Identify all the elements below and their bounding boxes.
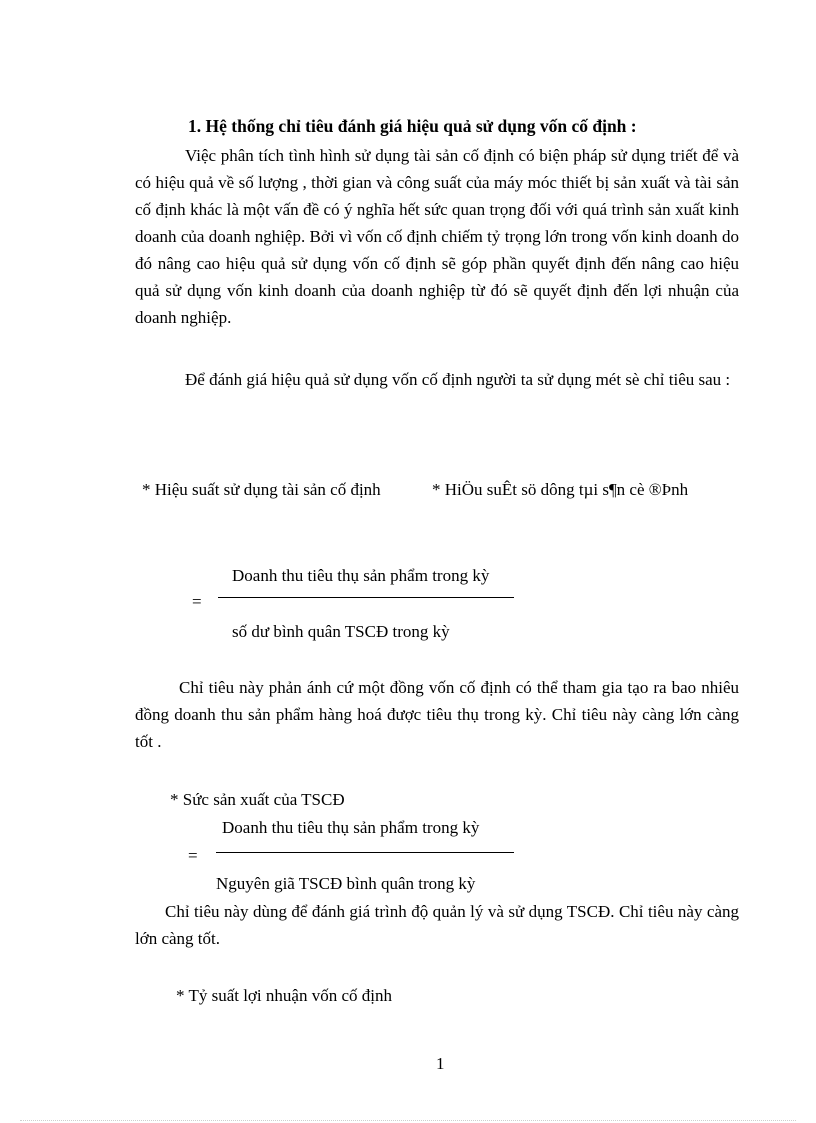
productivity-formula-equals: =	[188, 846, 198, 865]
efficiency-indicator-title: * Hiệu suất sử dụng tài sản cố định	[142, 480, 381, 499]
efficiency-formula-equals: =	[192, 592, 202, 611]
productivity-indicator-title: * Sức sản xuất của TSCĐ	[170, 790, 345, 809]
efficiency-note-text: Chỉ tiêu này phản ánh cứ một đồng vốn cố định có thể tham gia tạo ra bao nhiêu đồng doanh thu sản phẩm hàng hoá được tiêu thụ trong kỳ. Chỉ tiêu này càng lớn càng tốt .	[135, 678, 739, 751]
section-heading: 1. Hệ thống chỉ tiêu đánh giá hiệu quả sử dụng vốn cố định :	[188, 116, 637, 136]
intro-paragraph	[135, 142, 739, 331]
page-bottom-divider	[20, 1120, 796, 1121]
productivity-note-paragraph	[135, 898, 739, 952]
efficiency-formula-numerator: Doanh thu tiêu thụ sản phẩm trong kỳ	[232, 566, 490, 585]
page-number: 1	[436, 1054, 445, 1073]
efficiency-formula-denominator: số dư bình quân TSCĐ trong kỳ	[232, 622, 450, 641]
productivity-formula-fraction-bar	[216, 852, 514, 853]
productivity-note-text: Chỉ tiêu này dùng để đánh giá trình độ quản lý và sử dụng TSCĐ. Chỉ tiêu này càng lớn càng tốt.	[135, 902, 739, 948]
criteria-intro-paragraph	[135, 366, 739, 393]
efficiency-formula-fraction-bar	[218, 597, 514, 598]
efficiency-note-paragraph	[135, 674, 739, 755]
profit-rate-indicator-title: * Tỷ suất lợi nhuận vốn cố định	[176, 986, 392, 1005]
intro-paragraph-text: Việc phân tích tình hình sử dụng tài sản cố định có biện pháp sử dụng triết để và có hiệu quả về số lượng , thời gian và công suất của máy móc thiết bị sản xuất và tài sản cố định khác là một vấn đề có ý nghĩa hết sức quan trọng đối với quá trình sản xuất kinh doanh của doanh nghiệp. Bởi vì vốn cố định chiếm tỷ trọng lớn trong vốn kinh doanh do đó nâng cao hiệu quả sử dụng vốn cố định sẽ góp phần quyết định đến nâng cao hiệu quả sử dụng vốn kinh doanh của doanh nghiệp từ đó sẽ quyết định đến lợi nhuận của doanh nghiệp.	[135, 146, 739, 327]
criteria-intro-text: Để đánh giá hiệu quả sử dụng vốn cố định người ta sử dụng mét sè chỉ tiêu sau :	[185, 370, 731, 389]
productivity-formula-denominator: Nguyên giã TSCĐ bình quân trong kỳ	[216, 874, 476, 893]
efficiency-indicator-title-garbled: * HiÖu suÊt sö dông tµi s¶n cè ®Þnh	[432, 480, 689, 499]
productivity-formula-numerator: Doanh thu tiêu thụ sản phẩm trong kỳ	[222, 818, 480, 837]
